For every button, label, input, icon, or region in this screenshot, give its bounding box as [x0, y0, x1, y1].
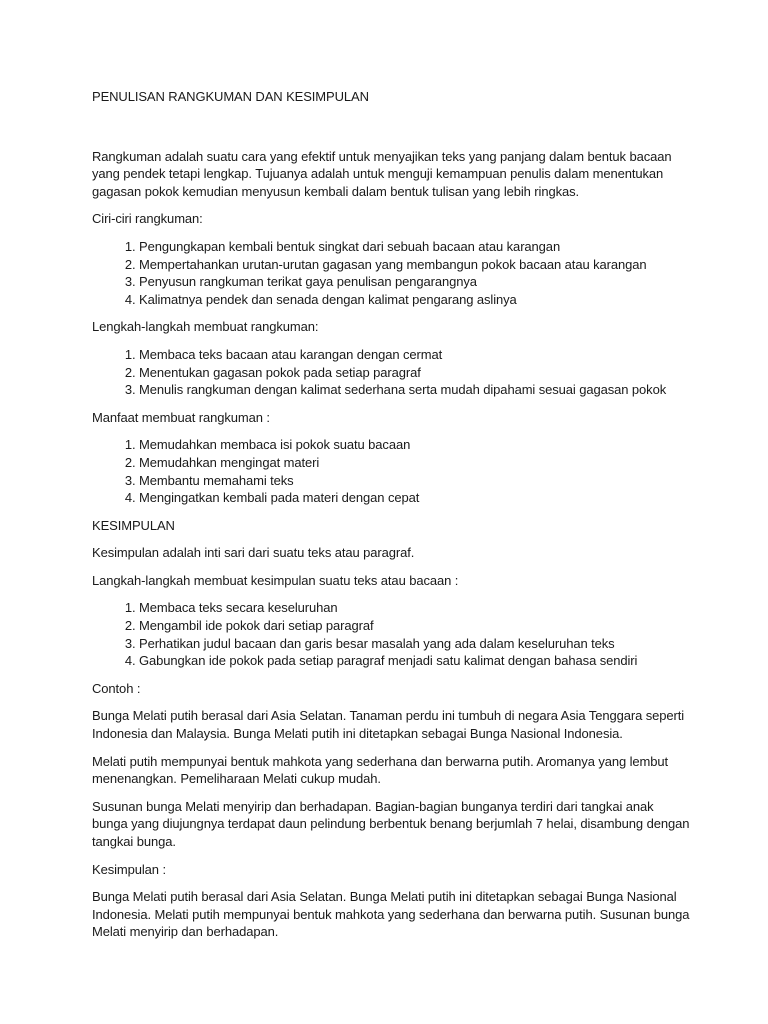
manfaat-heading: Manfaat membuat rangkuman :: [92, 409, 270, 425]
contoh-paragraph: Melati putih mempunyai bentuk mahkota yang sederhana dan berwarna putih. Aromanya yang lembut menenangkan. Pemeliharaan Melati cukup mudah.: [92, 753, 669, 787]
intro-paragraph: Rangkuman adalah suatu cara yang efektif untuk menyajikan teks yang panjang dalam bentuk bacaan yang pendek tetapi lengkap. Tujuanya adalah untuk menguji kemampuan penulis dalam menentukan gagasan pokok kemudian menyusun kembali dalam bentuk tulisan yang lebih ringkas.: [92, 148, 672, 199]
list-item: 3. Perhatikan judul bacaan dan garis besar masalah yang ada dalam keseluruhan teks: [139, 635, 692, 653]
kesimpulan-definition: Kesimpulan adalah inti sari dari suatu teks atau paragraf.: [92, 545, 415, 561]
kesimpulan-langkah-heading: Langkah-langkah membuat kesimpulan suatu teks atau bacaan :: [92, 572, 459, 588]
list-item: 4. Gabungkan ide pokok pada setiap paragraf menjadi satu kalimat dengan bahasa sendiri: [139, 652, 692, 670]
list-item: 3. Membantu memahami teks: [139, 472, 692, 490]
langkah-heading: Lengkah-langkah membuat rangkuman:: [92, 319, 319, 335]
list-item: 4. Kalimatnya pendek dan senada dengan kalimat pengarang aslinya: [139, 291, 692, 309]
contoh-heading: Contoh :: [92, 680, 141, 696]
ciri-list: [92, 238, 692, 308]
list-item: 2. Memudahkan mengingat materi: [139, 454, 692, 472]
kesimpulan-section-title: KESIMPULAN: [92, 517, 175, 533]
kesimpulan-langkah-list: [92, 599, 692, 669]
list-item: 1. Pengungkapan kembali bentuk singkat dari sebuah bacaan atau karangan: [139, 238, 692, 256]
list-item: 1. Membaca teks secara keseluruhan: [139, 599, 692, 617]
langkah-list: [92, 346, 692, 399]
list-item: 2. Mengambil ide pokok dari setiap paragraf: [139, 617, 692, 635]
list-item: 3. Penyusun rangkuman terikat gaya penulisan pengarangnya: [139, 273, 692, 291]
contoh-paragraph: Susunan bunga Melati menyirip dan berhadapan. Bagian-bagian bunganya terdiri dari tangkai anak bunga yang diujungnya terdapat daun pelindung berbentuk benang berjumlah 7 helai, disambung dengan tangkai bunga.: [92, 798, 690, 849]
kesimpulan-text: Bunga Melati putih berasal dari Asia Selatan. Bunga Melati putih ini ditetapkan sebagai Bunga Nasional Indonesia. Melati putih mempunyai bentuk mahkota yang sederhana dan berwarna putih. Susunan bunga Melati menyirip dan berhadapan.: [92, 889, 690, 940]
list-item: 1. Membaca teks bacaan atau karangan dengan cermat: [139, 346, 692, 364]
document-title: PENULISAN RANGKUMAN DAN KESIMPULAN: [92, 89, 369, 104]
ciri-heading: Ciri-ciri rangkuman:: [92, 211, 203, 227]
list-item: 1. Memudahkan membaca isi pokok suatu bacaan: [139, 436, 692, 454]
list-item: 2. Menentukan gagasan pokok pada setiap paragraf: [139, 364, 692, 382]
manfaat-list: [92, 436, 692, 506]
list-item: 4. Mengingatkan kembali pada materi dengan cepat: [139, 489, 692, 507]
list-item: 2. Mempertahankan urutan-urutan gagasan yang membangun pokok bacaan atau karangan: [139, 256, 692, 274]
contoh-paragraph: Bunga Melati putih berasal dari Asia Selatan. Tanaman perdu ini tumbuh di negara Asia Tenggara seperti Indonesia dan Malaysia. Bunga Melati putih ini ditetapkan sebagai Bunga Nasional Indonesia.: [92, 708, 685, 742]
document-page: [92, 88, 692, 951]
list-item: 3. Menulis rangkuman dengan kalimat sederhana serta mudah dipahami sesuai gagasan pokok: [139, 381, 692, 399]
kesimpulan-label: Kesimpulan :: [92, 861, 166, 877]
